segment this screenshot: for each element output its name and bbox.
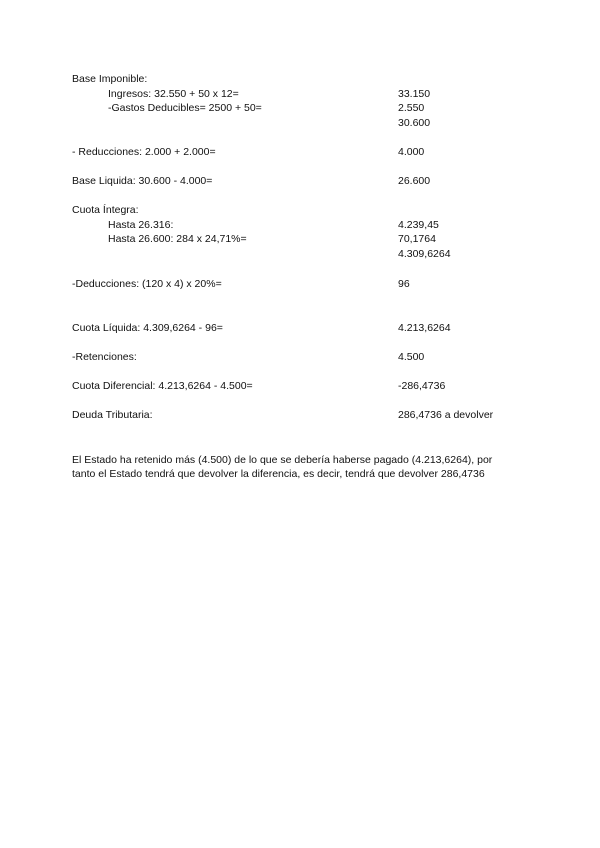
base-imponible-subtotal: 30.600: [398, 117, 431, 129]
conclusion-line-1: El Estado ha retenido más (4.500) de lo que se debería haberse pagado (4.213,6264), por: [72, 454, 493, 466]
cuota-integra-heading: Cuota Íntegra:: [72, 204, 139, 216]
conclusion-line-2: tanto el Estado tendrá que devolver la diferencia, es decir, tendrá que devolver 286,4736: [72, 468, 485, 480]
retenciones-value: 4.500: [398, 351, 425, 363]
reducciones-label: - Reducciones: 2.000 + 2.000=: [72, 146, 216, 158]
deuda-tributaria-label: Deuda Tributaria:: [72, 409, 153, 421]
cuota-integra-hasta1-value: 4.239,45: [398, 219, 439, 231]
ingresos-label: Ingresos: 32.550 + 50 x 12=: [108, 88, 239, 100]
cuota-diferencial-value: -286,4736: [398, 380, 446, 392]
gastos-deducibles-label: -Gastos Deducibles= 2500 + 50=: [108, 102, 262, 114]
cuota-integra-total: 4.309,6264: [398, 248, 451, 260]
cuota-integra-hasta2-value: 70,1764: [398, 233, 436, 245]
cuota-liquida-label: Cuota Líquida: 4.309,6264 - 96=: [72, 322, 223, 334]
cuota-liquida-value: 4.213,6264: [398, 322, 451, 334]
cuota-diferencial-label: Cuota Diferencial: 4.213,6264 - 4.500=: [72, 380, 253, 392]
gastos-deducibles-value: 2.550: [398, 102, 425, 114]
deducciones-value: 96: [398, 278, 410, 290]
reducciones-value: 4.000: [398, 146, 425, 158]
base-liquida-value: 26.600: [398, 175, 431, 187]
base-liquida-label: Base Liquida: 30.600 - 4.000=: [72, 175, 213, 187]
base-imponible-heading: Base Imponible:: [72, 73, 148, 85]
cuota-integra-hasta2-label: Hasta 26.600: 284 x 24,71%=: [108, 233, 247, 245]
deuda-tributaria-value: 286,4736 a devolver: [398, 409, 494, 421]
cuota-integra-hasta1-label: Hasta 26.316:: [108, 219, 174, 231]
deducciones-label: -Deducciones: (120 x 4) x 20%=: [72, 278, 222, 290]
retenciones-label: -Retenciones:: [72, 351, 137, 363]
ingresos-value: 33.150: [398, 88, 431, 100]
